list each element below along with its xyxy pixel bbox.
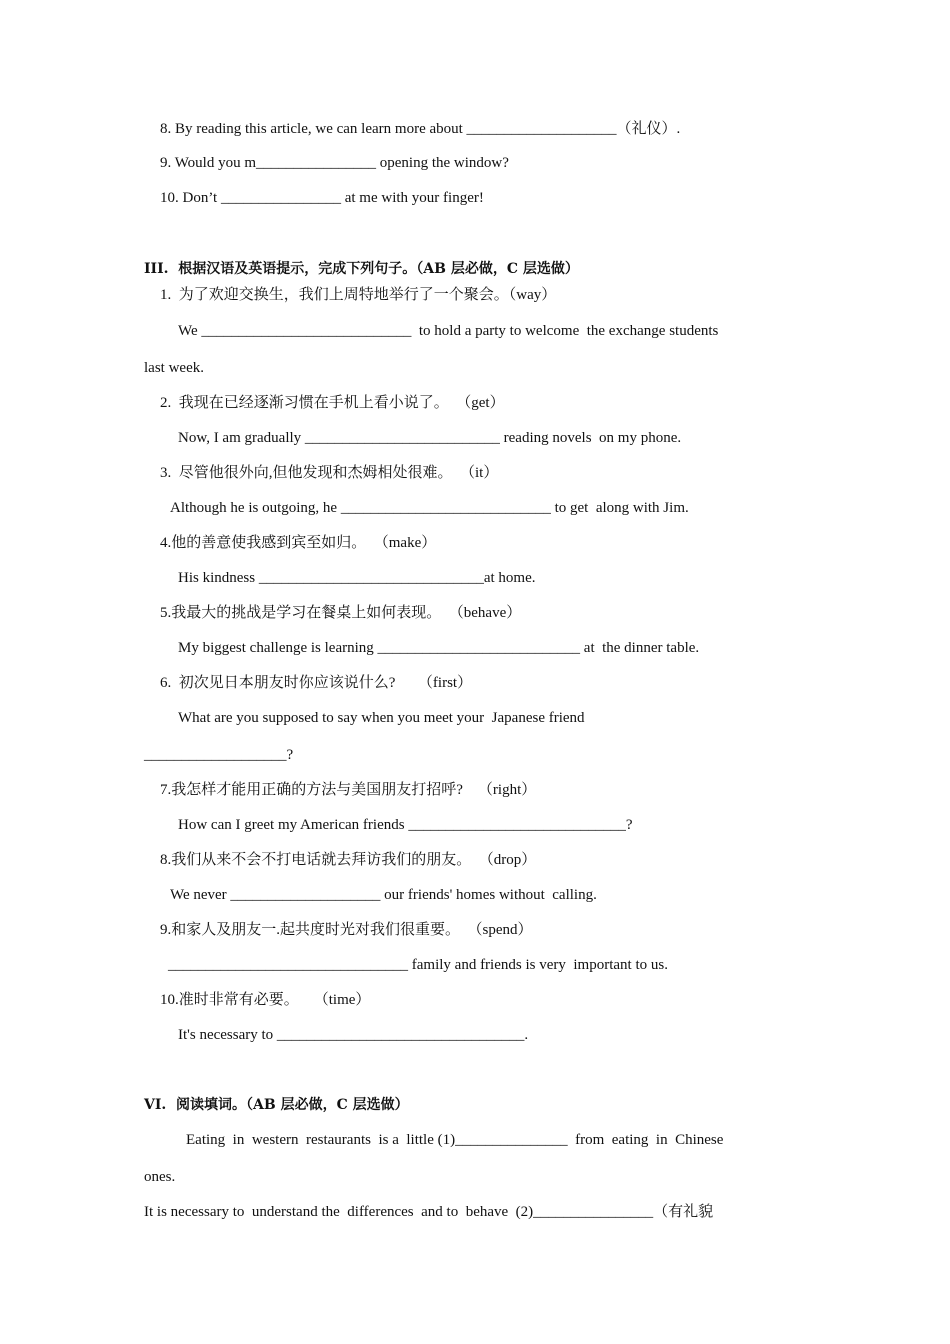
- s6-passage-line-2: ones.: [144, 1169, 176, 1185]
- s3-item-4-cn: 4.他的善意使我感到宾至如归。 （make）: [160, 535, 437, 551]
- s3-item-2-cn: 2. 我现在已经逐渐习惯在手机上看小说了。 （get）: [160, 395, 505, 411]
- s3-item-3-cn: 3. 尽管他很外向,但他发现和杰姆相处很难。 （it）: [160, 465, 499, 481]
- s3-item-3-en: Although he is outgoing, he ____________________________ to get along with Jim.: [170, 500, 689, 516]
- question-9: 9. Would you m________________ opening the window?: [160, 155, 509, 171]
- s3-item-10-cn: 10.准时非常有必要。 （time）: [160, 992, 371, 1008]
- s3-item-7-en: How can I greet my American friends _____________________________?: [178, 817, 633, 833]
- section-6-heading: VI. 阅读填词。（AB 层必做，C 层选做）: [144, 1097, 409, 1113]
- s3-item-6-en-cont: ___________________?: [144, 747, 294, 763]
- s3-item-1-en: We ____________________________ to hold a party to welcome the exchange students: [178, 323, 719, 339]
- s3-item-2-en: Now, I am gradually __________________________ reading novels on my phone.: [178, 430, 682, 446]
- s3-item-9-cn: 9.和家人及朋友一.起共度时光对我们很重要。 （spend）: [160, 922, 533, 938]
- s3-item-7-cn: 7.我怎样才能用正确的方法与美国朋友打招呼? （right）: [160, 782, 537, 798]
- section-3-heading: III. 根据汉语及英语提示，完成下列句子。（AB 层必做，C 层选做）: [144, 261, 579, 277]
- s3-item-5-en: My biggest challenge is learning ___________________________ at the dinner table.: [178, 640, 700, 656]
- s3-item-8-en: We never ____________________ our friends' homes without calling.: [170, 887, 597, 903]
- s3-item-5-cn: 5.我最大的挑战是学习在餐桌上如何表现。 （behave）: [160, 605, 522, 621]
- s3-item-9-en: ________________________________ family and friends is very important to us.: [168, 957, 668, 973]
- s3-item-6-cn: 6. 初次见日本朋友时你应该说什么? （first）: [160, 675, 473, 691]
- s6-passage-line-1: Eating in western restaurants is a little (1)_______________ from eating in Chinese: [186, 1132, 724, 1148]
- s3-item-1-cn: 1. 为了欢迎交换生，我们上周特地举行了一个聚会。（way）: [160, 287, 557, 303]
- s3-item-1-en-cont: last week.: [144, 360, 204, 376]
- s3-item-4-en: His kindness ______________________________at home.: [178, 570, 536, 586]
- s3-item-8-cn: 8.我们从来不会不打电话就去拜访我们的朋友。 （drop）: [160, 852, 537, 868]
- question-10: 10. Don’t ________________ at me with your finger!: [160, 190, 484, 206]
- s6-passage-line-3: It is necessary to understand the differences and to behave (2)________________（有礼貌: [144, 1204, 714, 1220]
- s3-item-6-en: What are you supposed to say when you meet your Japanese friend: [178, 710, 585, 726]
- question-8: 8. By reading this article, we can learn more about ____________________（礼仪）.: [160, 121, 681, 137]
- s3-item-10-en: It's necessary to _________________________________.: [178, 1027, 529, 1043]
